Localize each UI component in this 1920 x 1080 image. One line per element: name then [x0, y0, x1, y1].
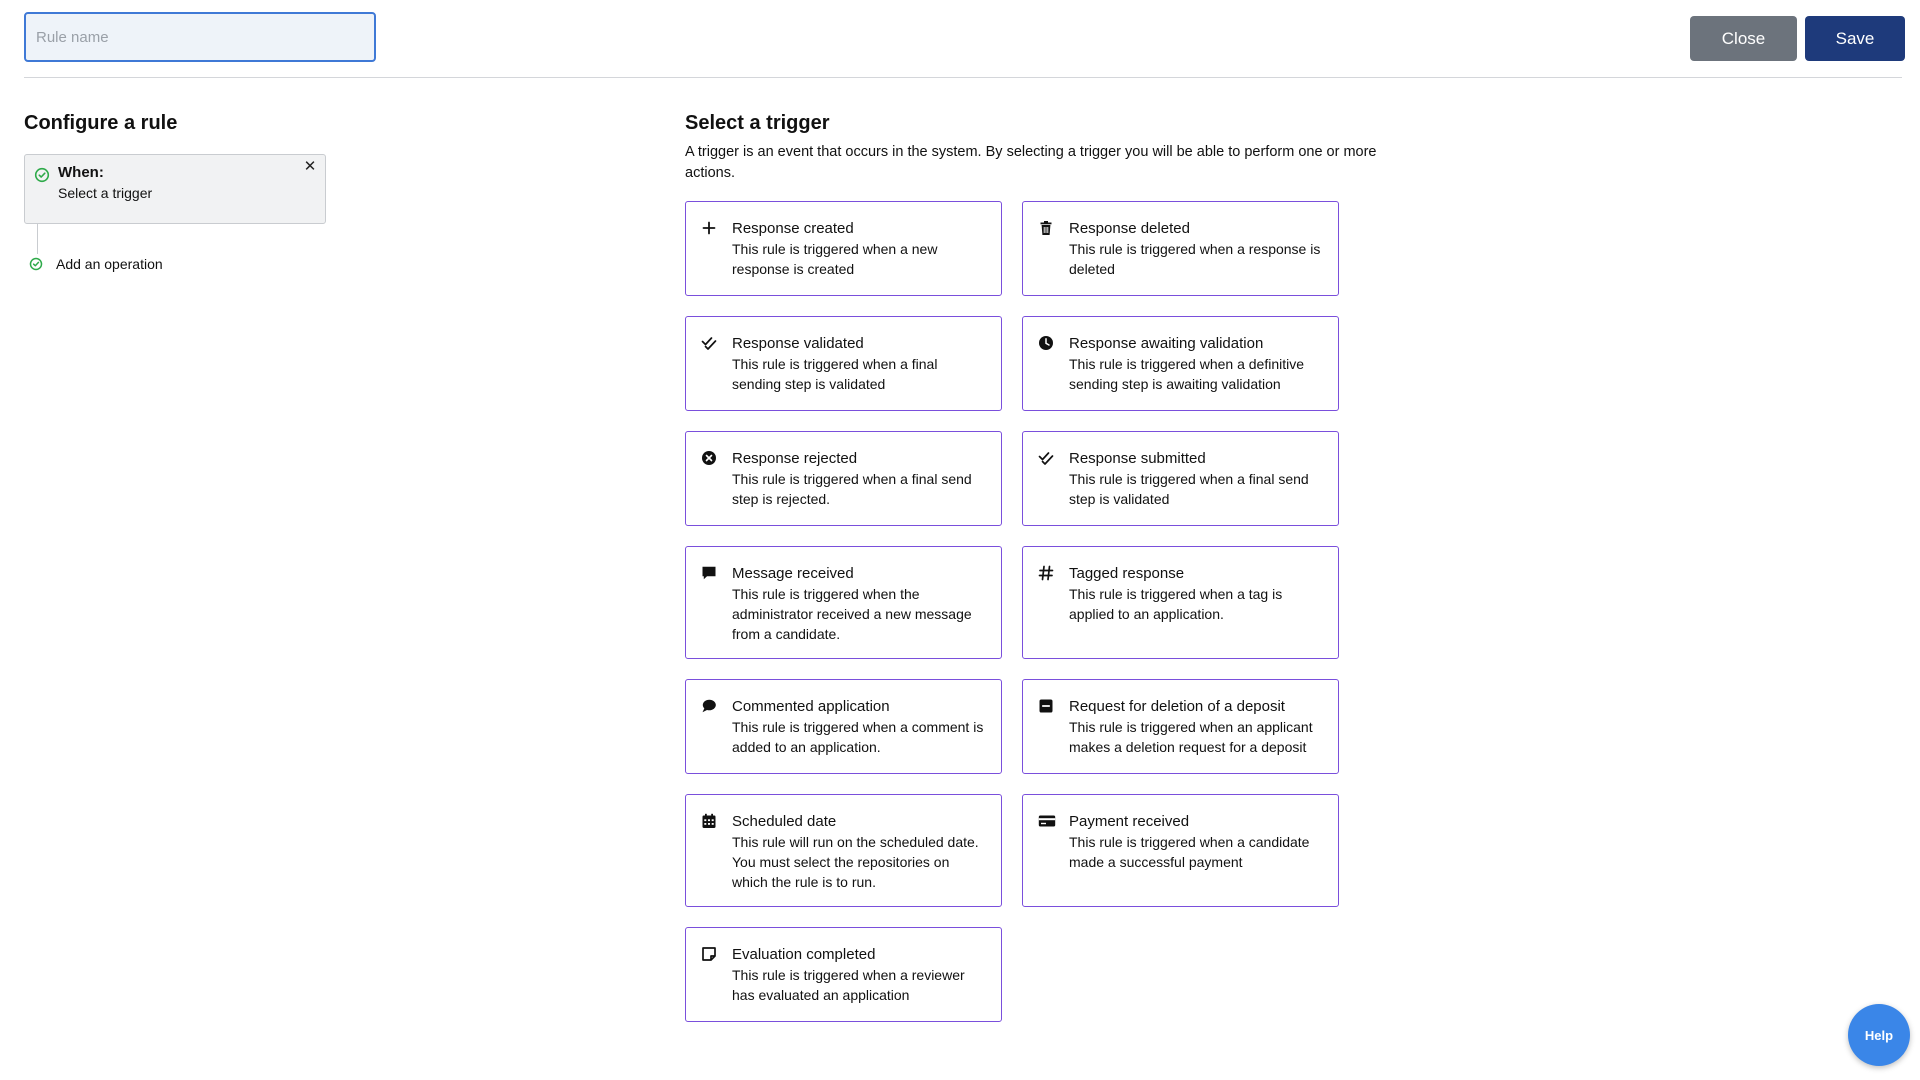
rule-name-input[interactable] [24, 12, 376, 62]
trigger-title: Tagged response [1069, 565, 1185, 582]
trigger-description: This rule is triggered when a candidate made a successful payment [1069, 834, 1310, 870]
double-check-icon [701, 335, 717, 351]
save-button[interactable]: Save [1805, 16, 1905, 61]
check-circle-icon [29, 257, 43, 271]
hashtag-icon [1038, 565, 1054, 581]
close-icon[interactable]: ✕ [303, 158, 317, 175]
trigger-title: Request for deletion of a deposit [1069, 698, 1285, 715]
trigger-row [685, 794, 1340, 907]
check-circle-icon [34, 167, 50, 183]
comment-icon [701, 698, 717, 714]
note-icon [701, 946, 717, 962]
select-trigger-title: Select a trigger [685, 112, 830, 134]
trigger-row [685, 679, 1340, 774]
trigger-row [685, 201, 1340, 296]
trigger-card-response-awaiting-validation[interactable] [1022, 316, 1339, 411]
trigger-description: This rule is triggered when an applicant makes a deletion request for a deposit [1069, 719, 1313, 755]
trigger-card-response-rejected[interactable] [685, 431, 1002, 526]
configure-rule-title: Configure a rule [24, 112, 178, 134]
minus-square-icon [1038, 698, 1054, 714]
trigger-title: Response validated [732, 335, 864, 352]
when-label: When: [58, 164, 104, 181]
trigger-title: Response created [732, 220, 854, 237]
select-trigger-description: A trigger is an event that occurs in the system. By selecting a trigger you will be able to perform one or more actions. [685, 144, 1377, 181]
double-check-icon [1038, 450, 1054, 466]
trigger-card-tagged-response[interactable] [1022, 546, 1339, 659]
message-icon [701, 565, 717, 581]
trigger-description: This rule is triggered when the administrator received a new message from a candidate. [732, 586, 972, 642]
trigger-description: This rule is triggered when a definitive sending step is awaiting validation [1069, 356, 1305, 392]
connector-line [37, 224, 38, 254]
trigger-row [685, 927, 1340, 1022]
trigger-title: Commented application [732, 698, 890, 715]
trigger-grid [685, 201, 1340, 1042]
trigger-title: Message received [732, 565, 854, 582]
trigger-card-payment-received[interactable] [1022, 794, 1339, 907]
plus-icon [701, 220, 717, 236]
trigger-row [685, 316, 1340, 411]
add-operation-label: Add an operation [56, 256, 163, 272]
trigger-row [685, 431, 1340, 526]
trigger-description: This rule is triggered when a response is deleted [1069, 241, 1321, 277]
trigger-description: This rule is triggered when a final send step is rejected. [732, 471, 972, 507]
trash-icon [1038, 220, 1054, 236]
calendar-icon [701, 813, 717, 829]
trigger-description: This rule is triggered when a reviewer has evaluated an application [732, 967, 965, 1003]
trigger-card-evaluation-completed[interactable] [685, 927, 1002, 1022]
trigger-title: Response awaiting validation [1069, 335, 1264, 352]
trigger-title: Response deleted [1069, 220, 1190, 237]
trigger-title: Response rejected [732, 450, 858, 467]
add-operation-button[interactable] [29, 255, 163, 273]
trigger-card-response-validated[interactable] [685, 316, 1002, 411]
trigger-title: Evaluation completed [732, 946, 876, 963]
trigger-description: This rule is triggered when a new response is created [732, 241, 938, 277]
trigger-description: This rule is triggered when a comment is added to an application. [732, 719, 984, 755]
trigger-card-response-deleted[interactable] [1022, 201, 1339, 296]
trigger-card-scheduled-date[interactable] [685, 794, 1002, 907]
close-button[interactable]: Close [1690, 16, 1797, 61]
when-trigger-card[interactable] [24, 154, 326, 224]
trigger-card-request-deletion-deposit[interactable] [1022, 679, 1339, 774]
help-button[interactable]: Help [1848, 1004, 1910, 1066]
trigger-card-response-submitted[interactable] [1022, 431, 1339, 526]
trigger-title: Payment received [1069, 813, 1190, 830]
when-select-trigger-text: Select a trigger [58, 185, 153, 201]
trigger-title: Response submitted [1069, 450, 1206, 467]
trigger-row [685, 546, 1340, 659]
header-bar [24, 0, 1902, 78]
credit-card-icon [1038, 813, 1056, 829]
trigger-title: Scheduled date [732, 813, 837, 830]
trigger-description: This rule is triggered when a tag is applied to an application. [1069, 586, 1283, 622]
trigger-card-response-created[interactable] [685, 201, 1002, 296]
circle-x-icon [701, 450, 717, 466]
trigger-card-message-received[interactable] [685, 546, 1002, 659]
clock-icon [1038, 335, 1054, 351]
trigger-description: This rule will run on the scheduled date. You must select the repositories on which the rule is to run. [732, 834, 979, 890]
trigger-description: This rule is triggered when a final send step is validated [1069, 471, 1309, 507]
trigger-description: This rule is triggered when a final sending step is validated [732, 356, 938, 392]
trigger-card-commented-application[interactable] [685, 679, 1002, 774]
